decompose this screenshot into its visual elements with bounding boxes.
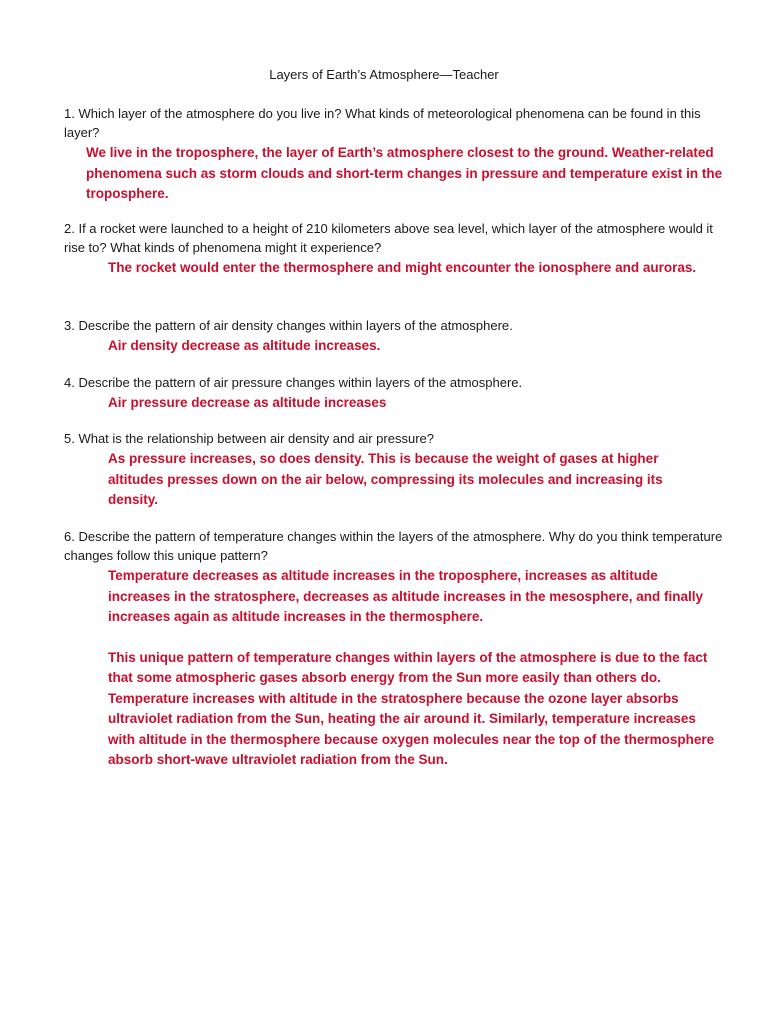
answer-6 [108, 566, 720, 771]
question-2: 2. If a rocket were launched to a height of 210 kilometers above sea level, which layer of the atmosphere would it rise to? What kinds of phenomena might it experience? [64, 221, 713, 255]
question-3: 3. Describe the pattern of air density changes within layers of the atmosphere. [64, 318, 513, 333]
answer-3 [108, 336, 718, 357]
answer-6-paragraph-2: This unique pattern of temperature changes within layers of the atmosphere is due to the fact that some atmospheric gases absorb energy from the Sun more easily than others do. Temperature increases with altitude in the stratosphere because the ozone layer absorbs ultraviolet radiation from the Sun, heating the air around it. Similarly, temperature increases with altitude in the thermosphere because oxygen molecules near the top of the thermosphere absorb short-wave ultraviolet radiation from the Sun. [108, 649, 715, 767]
answer-5 [108, 449, 708, 511]
answer-3-paragraph-1: Air density decrease as altitude increases. [108, 338, 381, 353]
answer-6-paragraph-1: Temperature decreases as altitude increases in the troposphere, increases as altitude increases in the stratosphere, decreases as altitude increases in the mesosphere, and finally increases again as altitude increases in the thermosphere. [108, 568, 704, 624]
answer-1-paragraph-1: We live in the troposphere, the layer of Earth’s atmosphere closest to the ground. Weather-related phenomena such as storm clouds and short-term changes in pressure and temperature exist in the troposphere. [86, 145, 723, 201]
answer-4 [108, 393, 718, 414]
answer-1 [86, 143, 726, 205]
question-5: 5. What is the relationship between air density and air pressure? [64, 431, 434, 446]
answer-2 [108, 258, 718, 279]
question-6: 6. Describe the pattern of temperature changes within the layers of the atmosphere. Why do you think temperature changes follow this unique pattern? [64, 529, 723, 563]
question-4: 4. Describe the pattern of air pressure changes within layers of the atmosphere. [64, 375, 523, 390]
document-title: Layers of Earth’s Atmosphere—Teacher [269, 67, 499, 82]
answer-2-paragraph-1: The rocket would enter the thermosphere and might encounter the ionosphere and auroras. [108, 260, 697, 275]
answer-4-paragraph-1: Air pressure decrease as altitude increases [108, 395, 387, 410]
question-1: 1. Which layer of the atmosphere do you live in? What kinds of meteorological phenomena can be found in this layer? [64, 106, 701, 140]
answer-5-paragraph-1: As pressure increases, so does density. This is because the weight of gases at higher altitudes presses down on the air below, compressing its molecules and increasing its density. [108, 451, 663, 507]
